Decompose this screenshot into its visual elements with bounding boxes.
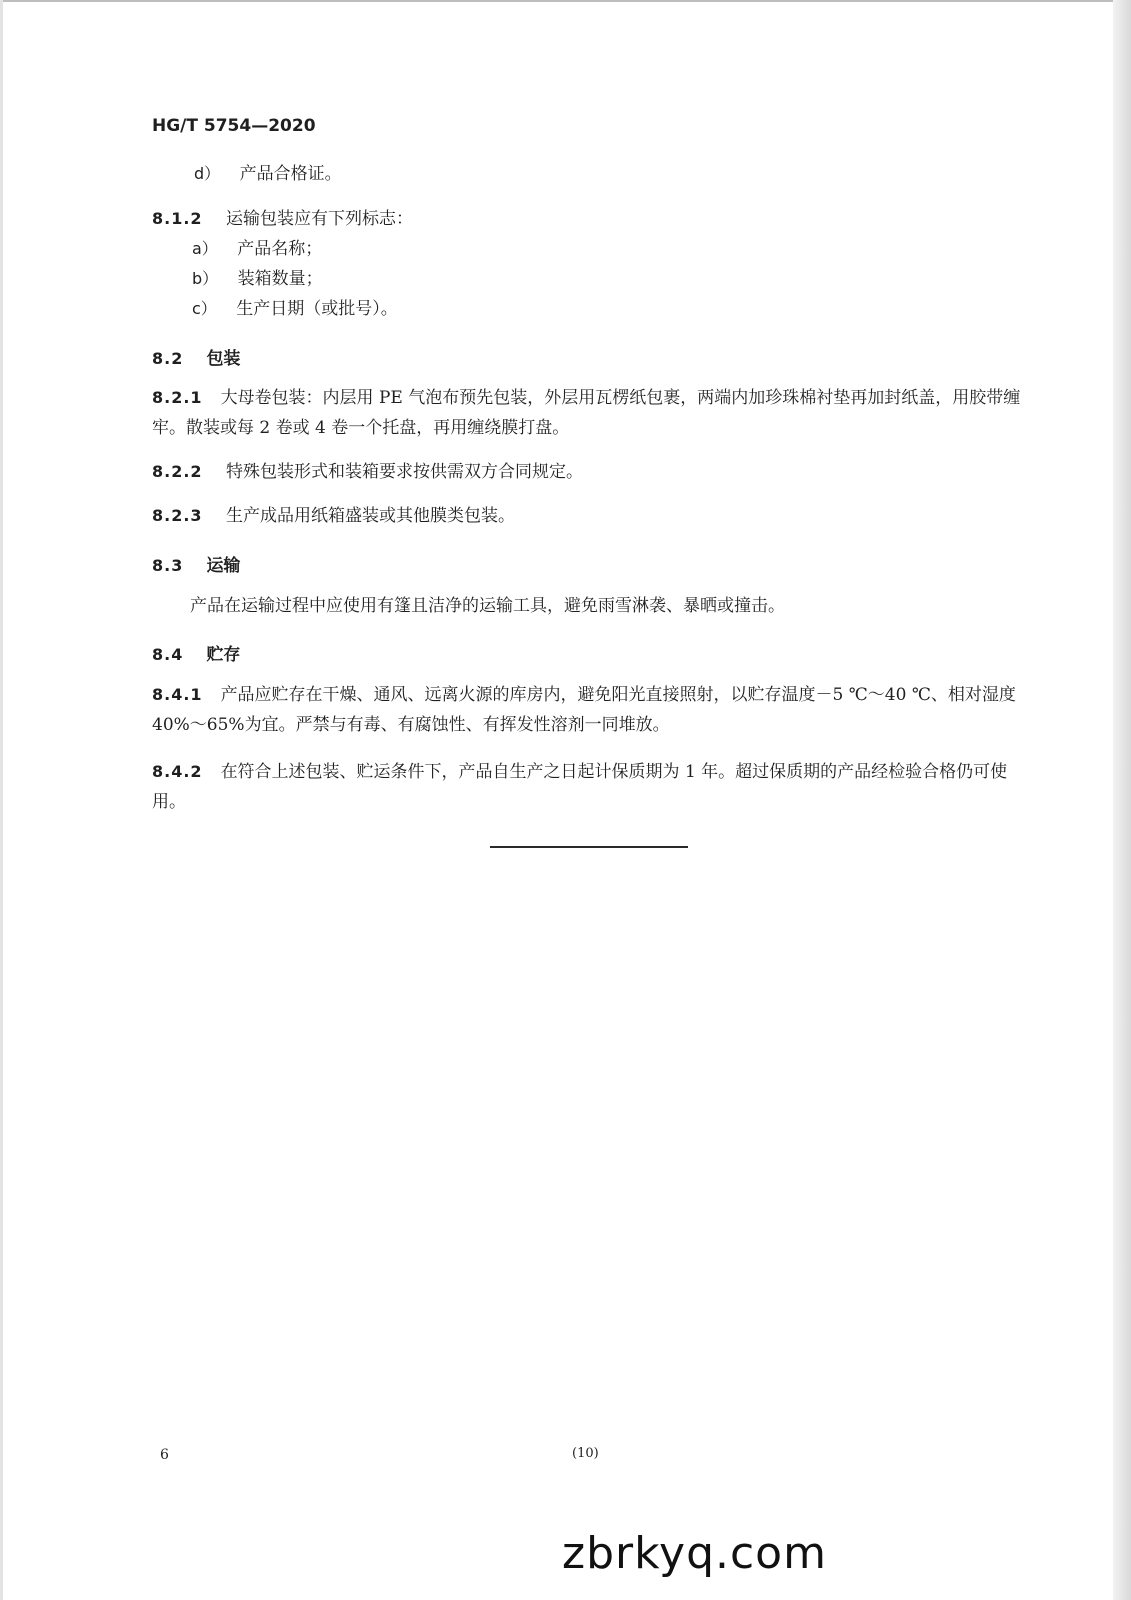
section-title: 运输: [206, 556, 241, 576]
clause-text: 特殊包装形式和装箱要求按供需双方合同规定。: [225, 462, 583, 482]
clause-text: 运输包装应有下列标志：: [225, 209, 413, 229]
clause-number: 8.2.3: [152, 506, 203, 525]
list-marker: b）: [192, 269, 219, 288]
end-of-document-rule: [490, 846, 688, 848]
clause-8-4-2: [152, 757, 1032, 817]
clause-number: 8.2.2: [152, 462, 203, 481]
page-edge-right: [1113, 0, 1131, 1600]
section-title: 贮存: [206, 645, 241, 665]
standard-code: HG/T 5754—2020: [152, 116, 316, 136]
clause-8-1-2: [152, 210, 413, 228]
clause-text: 生产成品用纸箱盛装或其他膜类包装。: [225, 506, 515, 526]
list-item-a: [192, 240, 322, 258]
list-text: 产品名称；: [237, 239, 323, 259]
clause-number: 8.4.2: [152, 762, 203, 781]
list-marker: c）: [192, 299, 217, 318]
page-edge-top: [0, 0, 1131, 2]
section-number: 8.4: [152, 645, 184, 664]
list-text: 装箱数量；: [237, 269, 323, 289]
section-number: 8.2: [152, 349, 184, 368]
clause-text: 大母卷包装：内层用 PE 气泡布预先包装，外层用瓦楞纸包裹，两端内加珍珠棉衬垫再加封纸盖，用胶带缠牢。散装或每 2 卷或 4 卷一个托盘，再用缠绕膜打盘。: [152, 388, 1021, 438]
list-text: 产品合格证。: [239, 164, 342, 184]
section-title: 包装: [206, 349, 241, 369]
list-marker: a）: [192, 239, 218, 258]
clause-8-2-2: [152, 463, 583, 481]
clause-8-2-3: [152, 507, 515, 525]
section-number: 8.3: [152, 556, 184, 575]
original-page-number: (10): [572, 1446, 599, 1461]
section-heading-8-2: [152, 344, 240, 369]
list-marker: d）: [194, 164, 221, 183]
list-item-c: [192, 300, 398, 318]
clause-8-4-1: [152, 680, 1032, 740]
list-item-b: [192, 270, 323, 288]
section-heading-8-4: [152, 640, 240, 665]
clause-number: 8.2.1: [152, 388, 203, 407]
clause-number: 8.1.2: [152, 209, 203, 228]
clause-text: 产品应贮存在干燥、通风、远离火源的库房内，避免阳光直接照射，以贮存温度－5 ℃～40 ℃、相对湿度 40%～65%为宜。严禁与有毒、有腐蚀性、有挥发性溶剂一同堆放。: [152, 685, 1016, 735]
clause-text: 在符合上述包装、贮运条件下，产品自生产之日起计保质期为 1 年。超过保质期的产品经检验合格仍可使用。: [152, 762, 1008, 812]
section-heading-8-3: [152, 551, 240, 576]
page-number: 6: [160, 1447, 169, 1463]
list-item-d: [194, 165, 342, 183]
watermark-text: zbrkyq.com: [562, 1528, 827, 1579]
clause-number: 8.4.1: [152, 685, 203, 704]
clause-8-2-1: [152, 383, 1032, 443]
section-8-3-text: 产品在运输过程中应使用有篷且洁净的运输工具，避免雨雪淋袭、暴晒或撞击。: [190, 596, 785, 616]
list-text: 生产日期（或批号）。: [236, 299, 398, 319]
page-edge-left: [0, 0, 3, 1600]
